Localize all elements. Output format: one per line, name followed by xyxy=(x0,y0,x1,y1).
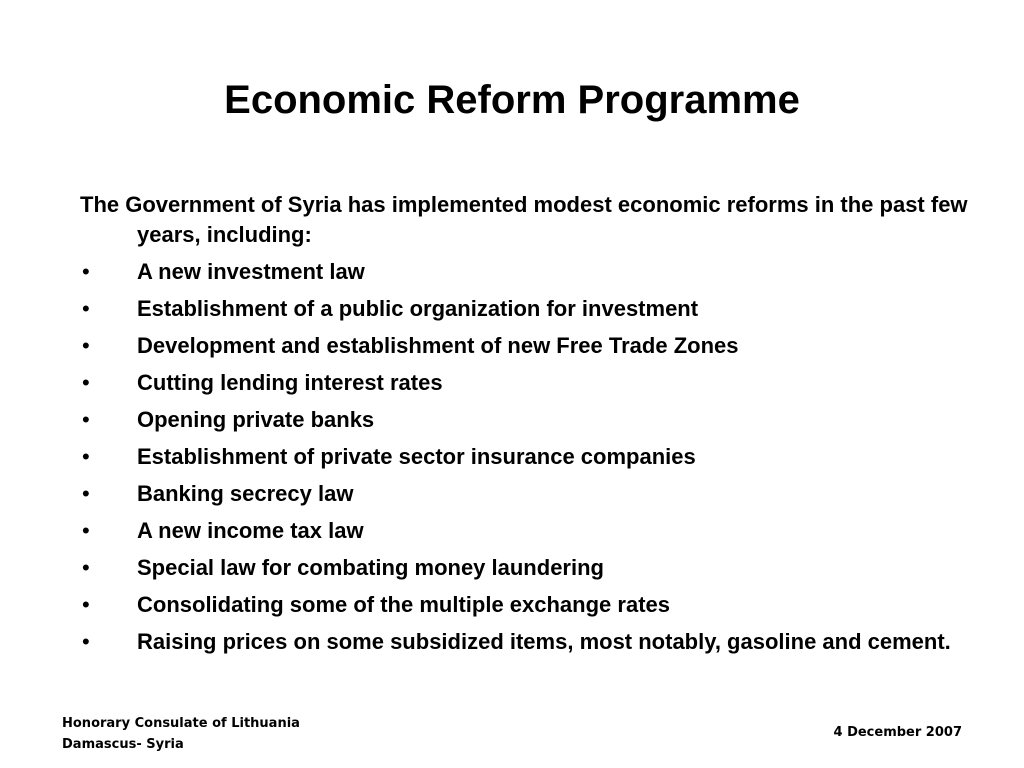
footer-line-1: Honorary Consulate of Lithuania xyxy=(62,716,300,731)
list-item xyxy=(80,368,990,398)
bullet-icon: • xyxy=(82,407,90,432)
bullet-icon: • xyxy=(82,296,90,321)
bullet-text: Development and establishment of new Free Trade Zones xyxy=(137,333,739,358)
bullet-text: Banking secrecy law xyxy=(137,481,354,506)
bullet-text: Opening private banks xyxy=(137,407,375,432)
bullet-text: A new investment law xyxy=(137,259,365,284)
slide-title: Economic Reform Programme xyxy=(224,78,800,122)
bullet-icon: • xyxy=(82,444,90,469)
list-item xyxy=(80,590,990,620)
bullet-icon: • xyxy=(82,333,90,358)
bullet-icon: • xyxy=(82,592,90,617)
bullet-icon: • xyxy=(82,518,90,543)
list-item xyxy=(80,294,990,324)
bullet-text: Special law for combating money laundering xyxy=(137,555,604,580)
bullet-icon: • xyxy=(82,259,90,284)
bullet-text: Consolidating some of the multiple exchange rates xyxy=(137,592,670,617)
footer-date: 4 December 2007 xyxy=(833,725,962,740)
bullet-icon: • xyxy=(82,481,90,506)
bullet-text: Establishment of private sector insurance companies xyxy=(137,444,696,469)
bullet-list xyxy=(80,257,990,664)
intro-paragraph xyxy=(80,190,980,250)
bullet-icon: • xyxy=(82,370,90,395)
list-item xyxy=(80,331,990,361)
list-item xyxy=(80,405,990,435)
bullet-text: Raising prices on some subsidized items, most notably, gasoline and cement. xyxy=(137,629,951,654)
bullet-icon: • xyxy=(82,555,90,580)
list-item xyxy=(80,516,990,546)
bullet-text: Cutting lending interest rates xyxy=(137,370,443,395)
footer-line-2: Damascus- Syria xyxy=(62,737,184,752)
intro-text: The Government of Syria has implemented modest economic reforms in the past few years, including: xyxy=(80,192,968,247)
list-item xyxy=(80,553,990,583)
list-item xyxy=(80,442,990,472)
list-item xyxy=(80,257,990,287)
list-item xyxy=(80,627,990,657)
footer-organization xyxy=(62,713,300,755)
bullet-text: Establishment of a public organization for investment xyxy=(137,296,699,321)
bullet-icon: • xyxy=(82,629,90,654)
list-item xyxy=(80,479,990,509)
bullet-text: A new income tax law xyxy=(137,518,364,543)
